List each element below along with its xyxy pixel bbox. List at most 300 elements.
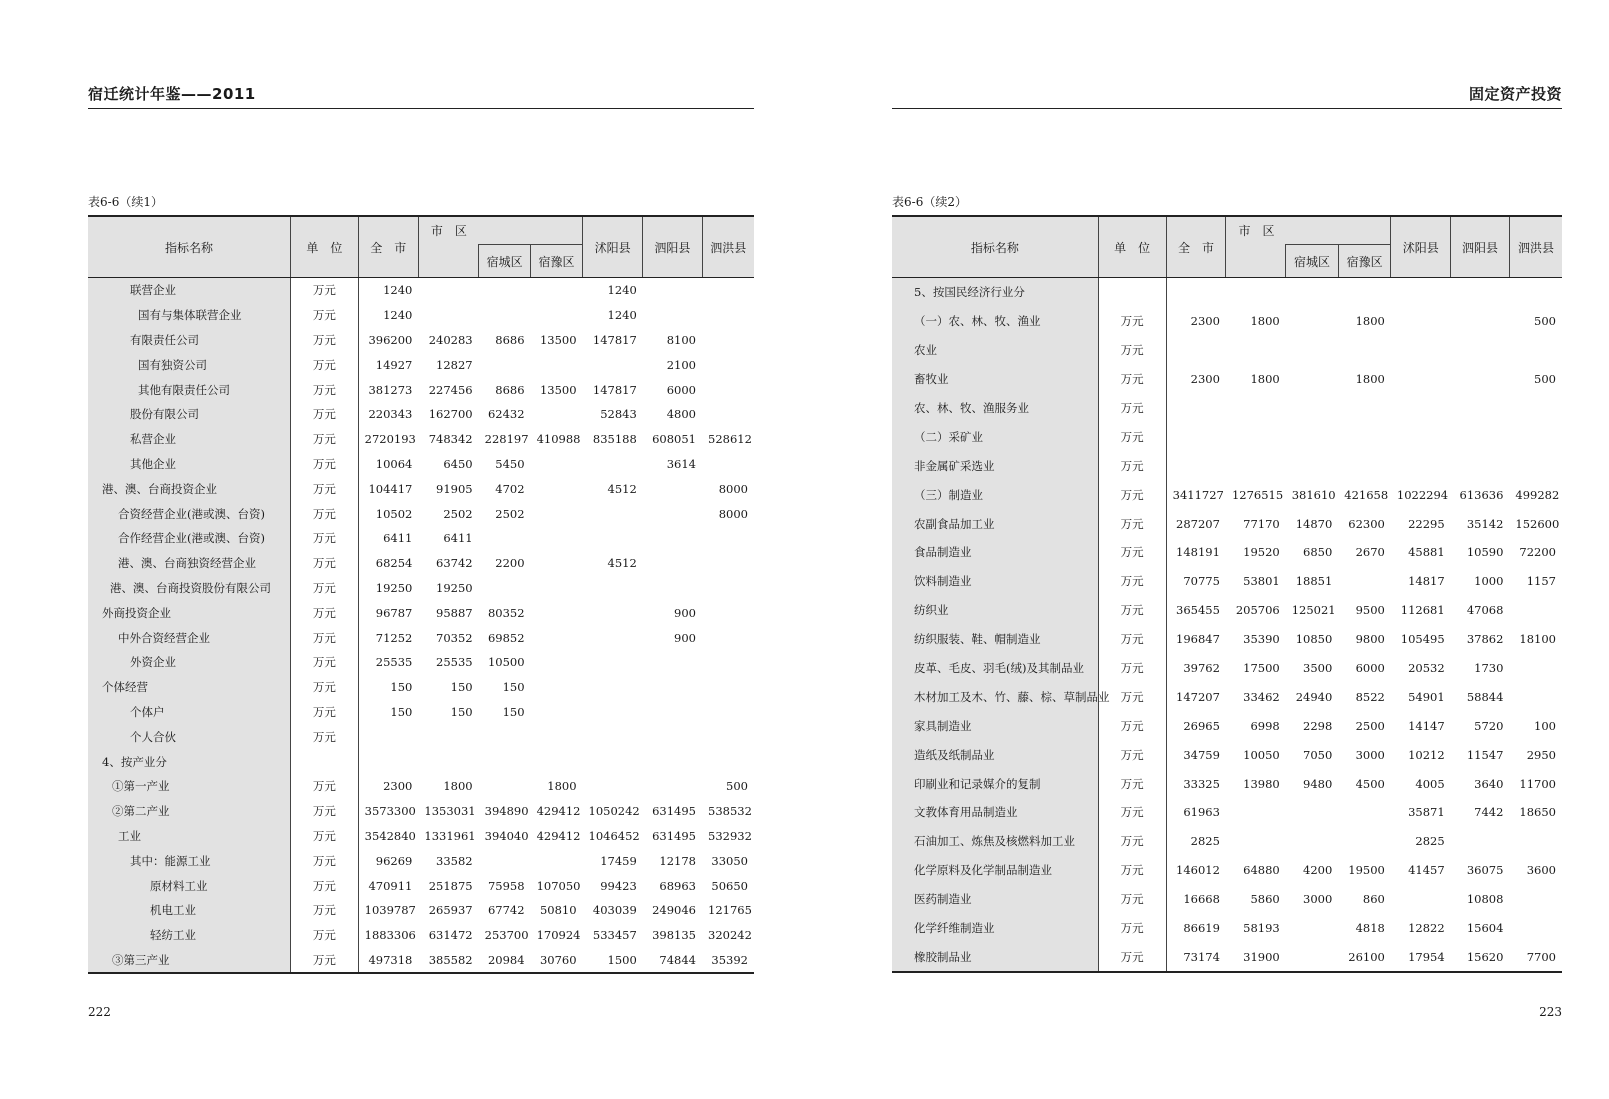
row-label: 个体经营 [88,675,291,700]
value-cell [1286,914,1339,943]
value-cell: 95887 [436,605,473,620]
value-cell: 74844 [659,952,696,967]
value-cell: 4702 [495,481,525,496]
row-unit: 万元 [291,377,359,402]
row-unit: 万元 [1098,740,1166,769]
value-cell [702,303,754,328]
value-cell: 25535 [375,655,413,670]
table-row [88,824,754,849]
value-cell: 150 [450,680,473,695]
value-cell [1286,798,1339,827]
value-cell [1391,365,1451,394]
value-cell: 6000 [1355,661,1385,676]
value-cell [479,278,531,303]
row-unit: 万元 [1098,307,1166,336]
row-label: 港、澳、台商投资股份有限公司 [88,576,291,601]
value-cell: 5860 [1250,892,1280,907]
value-cell: 3411727 [1172,487,1224,502]
value-cell [479,576,531,601]
table-row [892,827,1562,856]
value-cell [583,749,643,774]
row-unit: 万元 [291,625,359,650]
value-cell [702,526,754,551]
row-unit: 万元 [291,923,359,948]
value-cell [702,278,754,303]
table-row [88,749,754,774]
value-cell [1509,885,1562,914]
value-cell [418,749,478,774]
row-unit: 万元 [291,774,359,799]
statistics-table [88,215,754,974]
value-cell: 900 [674,605,696,620]
value-cell: 50810 [539,903,577,918]
value-cell: 1157 [1526,574,1556,589]
table-row [892,336,1562,365]
value-cell: 613636 [1459,487,1504,502]
value-cell: 68963 [659,878,696,893]
value-cell: 10808 [1466,892,1504,907]
value-cell [1451,365,1510,394]
table-row [88,303,754,328]
header-district: 市 区 [418,216,582,245]
value-cell: 125021 [1291,603,1336,618]
value-cell: 394040 [484,828,529,843]
row-unit: 万元 [1098,942,1166,972]
table-row [892,769,1562,798]
table-row [892,885,1562,914]
table-row [88,328,754,353]
value-cell: 1800 [1355,372,1385,387]
value-cell: 19520 [1243,545,1280,560]
value-cell: 71252 [375,630,413,645]
value-cell: 1240 [607,283,637,298]
row-unit: 万元 [1098,596,1166,625]
value-cell: 1022294 [1396,487,1449,502]
row-label: 其他企业 [88,452,291,477]
value-cell [702,452,754,477]
value-cell [1286,365,1339,394]
value-cell [1226,394,1286,423]
value-cell: 70352 [436,630,473,645]
value-cell: 3614 [666,456,696,471]
value-cell: 6411 [443,531,473,546]
value-cell: 500 [1534,372,1556,387]
row-label: 石油加工、炼焦及核燃料加工业 [892,827,1098,856]
value-cell: 150 [450,704,473,719]
row-unit: 万元 [1098,336,1166,365]
row-label: 联营企业 [88,278,291,303]
row-unit: 万元 [291,824,359,849]
header-district-spacer [1226,245,1286,278]
value-cell [702,576,754,601]
value-cell: 500 [726,779,748,794]
value-cell [1286,422,1339,451]
value-cell: 41457 [1408,863,1445,878]
value-cell: 365455 [1176,603,1220,618]
row-unit: 万元 [1098,856,1166,885]
header-total: 全 市 [358,216,418,278]
value-cell: 121765 [708,903,752,918]
row-label: 印刷业和记录媒介的复制 [892,769,1098,798]
table-row [88,724,754,749]
header-siyang: 泗阳县 [643,216,702,278]
table-row [88,526,754,551]
value-cell: 13500 [539,382,577,397]
header-sihong: 泗洪县 [702,216,754,278]
value-cell: 26100 [1348,949,1385,964]
value-cell: 2300 [383,779,413,794]
value-cell: 150 [502,704,525,719]
value-cell [643,303,702,328]
value-cell [358,749,418,774]
value-cell: 10500 [487,655,525,670]
value-cell [1509,827,1562,856]
row-label: 私营企业 [88,427,291,452]
row-unit: 万元 [1098,769,1166,798]
value-cell [531,749,583,774]
value-cell: 35392 [711,952,748,967]
value-cell: 19250 [436,580,473,595]
value-cell: 54901 [1408,689,1445,704]
row-label: 机电工业 [88,898,291,923]
page-number: 223 [1539,1005,1562,1019]
value-cell [1391,278,1451,307]
value-cell [1286,827,1339,856]
value-cell [531,526,583,551]
table-row [88,576,754,601]
value-cell: 8000 [718,481,748,496]
row-unit [291,749,359,774]
value-cell: 429412 [536,828,581,843]
value-cell: 112681 [1400,603,1445,618]
table-row [892,307,1562,336]
value-cell [418,278,478,303]
running-head [88,82,754,109]
row-unit: 万元 [1098,914,1166,943]
row-unit: 万元 [291,501,359,526]
value-cell: 45881 [1408,545,1445,560]
value-cell: 240283 [428,332,473,347]
value-cell [643,526,702,551]
value-cell [583,352,643,377]
table-row [88,774,754,799]
row-unit: 万元 [291,278,359,303]
value-cell: 17459 [600,853,637,868]
value-cell [702,600,754,625]
table-caption: 表6-6（续2） [892,195,967,209]
value-cell: 1353031 [424,804,476,819]
header-siyang: 泗阳县 [1451,216,1510,278]
value-cell [1226,798,1286,827]
value-cell: 1730 [1474,661,1504,676]
value-cell: 2298 [1303,718,1333,733]
table-row [88,501,754,526]
row-label: 4、按产业分 [88,749,291,774]
value-cell: 429412 [536,804,581,819]
value-cell: 2100 [666,357,696,372]
value-cell [643,774,702,799]
row-unit [1098,278,1166,307]
row-unit: 万元 [1098,711,1166,740]
row-unit: 万元 [291,799,359,824]
row-label: 国有独资公司 [88,352,291,377]
value-cell [1509,451,1562,480]
value-cell [1509,394,1562,423]
value-cell: 2670 [1355,545,1385,560]
value-cell: 8686 [495,382,525,397]
value-cell [643,700,702,725]
value-cell [643,650,702,675]
value-cell: 2300 [1190,372,1220,387]
value-cell [702,402,754,427]
row-label: 外商投资企业 [88,600,291,625]
value-cell: 4500 [1355,776,1385,791]
table-row [88,278,754,303]
value-cell: 4512 [607,556,637,571]
row-unit: 万元 [291,452,359,477]
table-row [892,596,1562,625]
value-cell: 107050 [536,878,581,893]
value-cell: 1000 [1474,574,1504,589]
value-cell: 6450 [443,456,473,471]
value-cell [531,278,583,303]
header-total: 全 市 [1166,216,1226,278]
value-cell [1451,827,1510,856]
row-unit: 万元 [1098,682,1166,711]
table-row [892,942,1562,972]
value-cell: 96269 [375,853,413,868]
value-cell [643,749,702,774]
header-suyu: 宿豫区 [1338,245,1391,278]
value-cell [1226,451,1286,480]
value-cell: 104417 [368,481,413,496]
value-cell: 150 [390,680,413,695]
statistics-table [892,215,1562,973]
page-number: 222 [88,1005,111,1019]
value-cell: 100 [1534,718,1556,733]
table-row [88,873,754,898]
value-cell: 9480 [1303,776,1333,791]
value-cell [702,650,754,675]
value-cell: 18851 [1295,574,1333,589]
row-unit: 万元 [291,352,359,377]
table-row [88,402,754,427]
value-cell: 8522 [1355,689,1385,704]
value-cell: 421658 [1344,487,1389,502]
value-cell: 64880 [1243,863,1280,878]
value-cell: 150 [390,704,413,719]
value-cell: 12178 [659,853,696,868]
row-unit: 万元 [291,873,359,898]
row-label: 农业 [892,336,1098,365]
value-cell: 62432 [487,407,525,422]
value-cell: 33582 [436,853,473,868]
running-head-text: 固定资产投资 [1468,85,1562,103]
row-label: 有限责任公司 [88,328,291,353]
value-cell: 11547 [1466,747,1504,762]
value-cell: 1331961 [424,828,476,843]
value-cell: 8686 [495,332,525,347]
row-label: 其中：能源工业 [88,848,291,873]
value-cell [1391,336,1451,365]
value-cell: 170924 [536,928,581,943]
value-cell [583,625,643,650]
value-cell [531,303,583,328]
row-label: 纺织服装、鞋、帽制造业 [892,625,1098,654]
row-label: 医药制造业 [892,885,1098,914]
row-label: 个体户 [88,700,291,725]
value-cell: 497318 [368,952,413,967]
value-cell [702,700,754,725]
row-label: 其他有限责任公司 [88,377,291,402]
row-unit: 万元 [1098,654,1166,683]
value-cell: 35871 [1408,805,1445,820]
value-cell: 1050242 [588,804,640,819]
row-unit: 万元 [291,650,359,675]
value-cell: 31900 [1243,949,1280,964]
value-cell [1391,394,1451,423]
value-cell [1166,336,1226,365]
value-cell: 4200 [1303,863,1333,878]
value-cell: 6000 [666,382,696,397]
value-cell: 69852 [487,630,525,645]
value-cell: 3500 [1303,661,1333,676]
row-label: 个人合伙 [88,724,291,749]
value-cell: 9800 [1355,632,1385,647]
value-cell [1509,682,1562,711]
table-row [892,567,1562,596]
value-cell: 385582 [428,952,473,967]
row-label: 纺织业 [892,596,1098,625]
value-cell [1226,336,1286,365]
value-cell: 18100 [1519,632,1556,647]
value-cell: 900 [674,630,696,645]
value-cell [531,576,583,601]
table-row [88,476,754,501]
value-cell: 1800 [1250,372,1280,387]
value-cell [1226,422,1286,451]
value-cell [1391,451,1451,480]
value-cell: 227456 [428,382,473,397]
value-cell: 146012 [1176,863,1220,878]
value-cell: 19500 [1348,863,1385,878]
value-cell [531,724,583,749]
value-cell [583,724,643,749]
header-name: 指标名称 [892,216,1098,278]
row-unit: 万元 [291,476,359,501]
value-cell: 20984 [487,952,525,967]
value-cell [583,700,643,725]
value-cell [418,303,478,328]
value-cell: 30760 [539,952,577,967]
value-cell: 6998 [1250,718,1280,733]
value-cell: 470911 [368,878,413,893]
value-cell: 396200 [368,332,413,347]
row-label: 港、澳、台商投资企业 [88,476,291,501]
value-cell: 36075 [1466,863,1504,878]
value-cell [643,675,702,700]
value-cell [358,724,418,749]
value-cell: 147817 [592,332,637,347]
value-cell [583,650,643,675]
row-label: 农、林、牧、渔服务业 [892,394,1098,423]
value-cell: 39762 [1183,661,1220,676]
value-cell: 11700 [1519,776,1556,791]
table-row [88,352,754,377]
value-cell [702,377,754,402]
value-cell: 528612 [708,432,752,447]
value-cell [479,724,531,749]
row-unit: 万元 [291,402,359,427]
header-unit: 单 位 [1098,216,1166,278]
value-cell: 253700 [484,928,529,943]
value-cell: 10590 [1466,545,1504,560]
value-cell [479,526,531,551]
value-cell: 18650 [1519,805,1556,820]
value-cell: 25535 [436,655,473,670]
value-cell [1166,422,1226,451]
value-cell: 3600 [1526,863,1556,878]
value-cell: 50650 [711,878,748,893]
table-row [892,278,1562,307]
table-row [892,451,1562,480]
value-cell [702,625,754,650]
row-unit: 万元 [291,724,359,749]
value-cell [702,328,754,353]
value-cell: 12822 [1408,921,1445,936]
header-name: 指标名称 [88,216,291,278]
table-row [892,394,1562,423]
value-cell [479,749,531,774]
value-cell [531,675,583,700]
value-cell [531,700,583,725]
table-row [88,452,754,477]
row-unit: 万元 [1098,365,1166,394]
row-unit: 万元 [1098,451,1166,480]
value-cell: 61963 [1183,805,1220,820]
value-cell [531,352,583,377]
value-cell: 37862 [1466,632,1504,647]
row-label: （三）制造业 [892,480,1098,509]
value-cell: 499282 [1515,487,1560,502]
value-cell: 205706 [1235,603,1280,618]
row-label: 造纸及纸制品业 [892,740,1098,769]
value-cell: 17954 [1408,949,1445,964]
value-cell [531,551,583,576]
value-cell [1451,278,1510,307]
row-unit: 万元 [1098,567,1166,596]
value-cell: 500 [1534,314,1556,329]
value-cell [1286,278,1339,307]
value-cell: 410988 [536,432,581,447]
header-suyu: 宿豫区 [531,245,583,278]
value-cell: 2825 [1415,834,1445,849]
value-cell: 70775 [1183,574,1220,589]
value-cell [1509,654,1562,683]
row-label: 化学原料及化学制品制造业 [892,856,1098,885]
value-cell: 3000 [1355,747,1385,762]
row-unit: 万元 [291,898,359,923]
row-label: 股份有限公司 [88,402,291,427]
row-label: 文教体育用品制造业 [892,798,1098,827]
table-row [88,625,754,650]
value-cell [702,724,754,749]
row-label: 橡胶制品业 [892,942,1098,972]
value-cell: 17500 [1243,661,1280,676]
value-cell [583,501,643,526]
header-sucheng: 宿城区 [1286,245,1339,278]
table-row [88,898,754,923]
